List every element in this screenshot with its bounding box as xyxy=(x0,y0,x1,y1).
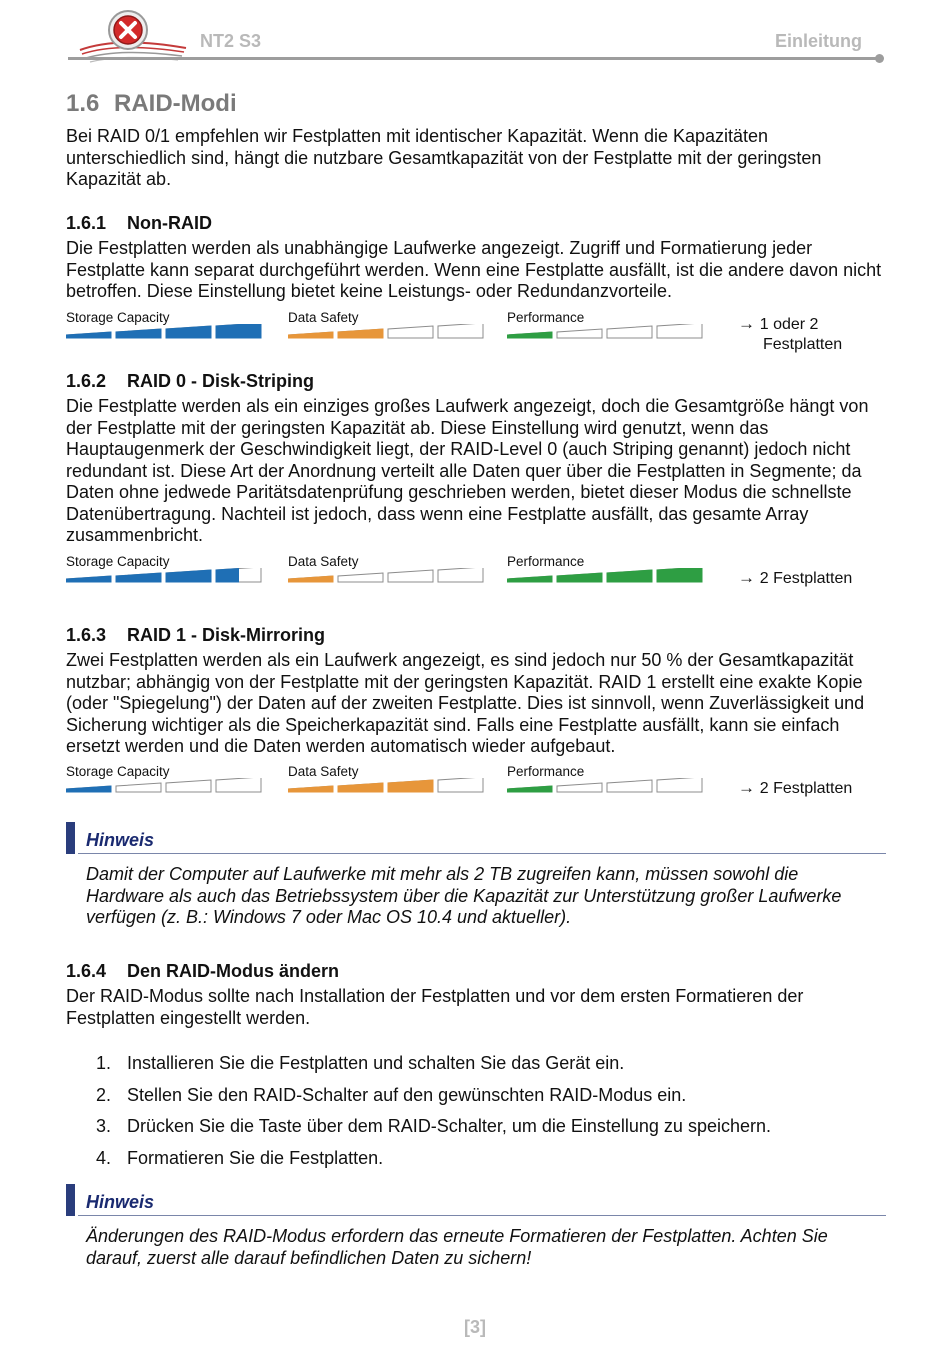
rating-segment-fill xyxy=(507,576,552,582)
rating-segment-fill xyxy=(388,780,433,792)
rating-segment-outline xyxy=(657,324,702,338)
rating-meter-segments xyxy=(507,568,707,584)
step-text: Formatieren Sie die Festplatten. xyxy=(127,1147,384,1168)
subsection-text-raid0: Die Festplatte werden als ein einziges großes Laufwerk angezeigt, doch die Gesamtgröße hängt von der Festplatte mit der geringsten Kapazität ab. Diese Einstellung wird genutzt, wenn das Hauptaugenmerk der Geschwindigkeit liegt, der RAID-Level 0 (auch Striping genannt) jedoch nicht redundant ist. Diese Art der Anordnung verteilt alle Daten quer über die Festplatten in Segmente; da Daten ohne jedwede Paritätsdatenprüfung geschrieben werden, bietet dieser Modus die schnellste Datenübertragung. Nachteil ist jedoch, dass wenn eine Festplatte ausfällt, das gesamte Array zusammenbricht. xyxy=(66,396,869,545)
header-product-name: NT2 S3 xyxy=(200,31,262,51)
rating-segment-fill xyxy=(216,324,261,338)
subsection-heading-change-mode xyxy=(66,961,339,982)
rating-segment-fill xyxy=(338,329,383,338)
rating-meter-segments xyxy=(66,568,266,584)
rating-segment-fill xyxy=(166,570,211,582)
rating-segment-fill xyxy=(607,570,652,582)
rating-segment-fill xyxy=(507,332,552,338)
subsection-text-raid1: Zwei Festplatten werden als ein Laufwerk angezeigt, es sind jedoch nur 50 % der Gesamtkapazität nutzbar; abhängig von der Festplatte mit der geringsten Kapazität. RAID 1 erstellt eine exakte Kopie (oder "Spiegelung") der Daten auf der zweiten Festplatte. Dies ist sinnvoll, wenn Zuverlässigkeit und Sicherung wichtiger als die Speicherkapazität sind. Falls eine Festplatte ausfällt, kann sie einfach ersetzt werden und die Daten werden automatisch wieder aufgebaut. xyxy=(66,650,865,756)
rating-segment-outline xyxy=(216,778,261,792)
rating-meter-performance xyxy=(507,554,707,588)
subsection-heading-non-raid xyxy=(66,213,212,234)
arrow-right-icon: → xyxy=(738,568,760,587)
step-number: 2. xyxy=(96,1084,112,1105)
page-number: [3] xyxy=(464,1317,486,1337)
step-number: 1. xyxy=(96,1053,112,1073)
subsection-number: 1.6.1 xyxy=(66,213,107,233)
rating-meter-segments xyxy=(507,778,707,794)
rating-segment-fill xyxy=(66,576,111,582)
rating-meter-segments xyxy=(507,324,707,340)
rating-segment-outline xyxy=(438,568,483,582)
list-item xyxy=(96,1085,771,1117)
rating-meter-label: Performance xyxy=(507,554,585,569)
rating-segment-fill xyxy=(288,332,333,338)
header-chapter-title: Einleitung xyxy=(775,31,862,51)
note-title: Hinweis xyxy=(86,830,155,850)
rating-meter-segments xyxy=(288,568,488,584)
list-item xyxy=(96,1148,771,1180)
note-text: Änderungen des RAID-Modus erfordern das erneute Formatieren der Festplatten. Achten Sie darauf, zuerst alle darauf befindlichen Daten zu sichern! xyxy=(86,1226,828,1268)
rating-segment-outline xyxy=(557,329,602,338)
steps-list xyxy=(96,1053,771,1179)
subsection-number: 1.6.4 xyxy=(66,961,107,981)
note-rule xyxy=(78,1215,886,1216)
rating-meter-label: Storage Capacity xyxy=(66,310,170,325)
subsection-heading-raid1 xyxy=(66,625,325,646)
drive-count-text: 2 Festplatten xyxy=(759,570,853,587)
rating-meter-storage xyxy=(66,554,266,588)
subsection-title: Den RAID-Modus ändern xyxy=(127,961,340,981)
note-rule xyxy=(78,853,886,854)
section-number: 1.6 xyxy=(66,90,100,117)
rating-segment-outline xyxy=(657,778,702,792)
rating-meter-label: Data Safety xyxy=(288,764,359,779)
rating-meter-storage xyxy=(66,764,266,798)
rating-meter-label: Data Safety xyxy=(288,554,359,569)
rating-meter-segments xyxy=(288,778,488,794)
drive-count xyxy=(738,778,852,799)
rating-row-raid1 xyxy=(0,764,950,808)
rating-meter-label: Data Safety xyxy=(288,310,359,325)
subsection-number: 1.6.3 xyxy=(66,625,107,645)
rating-meter-safety xyxy=(288,554,488,588)
arrow-right-icon: → xyxy=(738,778,760,797)
rating-meter-storage xyxy=(66,310,266,344)
header-rule xyxy=(68,57,878,60)
rating-segment-outline xyxy=(338,573,383,582)
drive-count xyxy=(738,314,842,355)
rating-row-non-raid xyxy=(0,310,950,354)
rating-meter-safety xyxy=(288,310,488,344)
rating-meter-label: Performance xyxy=(507,310,585,325)
rating-meter-performance xyxy=(507,764,707,798)
section-heading xyxy=(66,90,237,118)
drive-count xyxy=(738,568,852,589)
drive-count-text: 2 Festplatten xyxy=(759,780,853,797)
rating-meter-safety xyxy=(288,764,488,798)
subsection-number: 1.6.2 xyxy=(66,371,107,391)
rating-meter-segments xyxy=(288,324,488,340)
rating-segment-outline xyxy=(438,778,483,792)
rating-segment-fill xyxy=(66,786,111,792)
subsection-title: RAID 0 - Disk-Striping xyxy=(127,371,315,391)
rating-segment-outline xyxy=(607,326,652,338)
rating-meter-segments xyxy=(66,778,266,794)
rating-segment-outline xyxy=(607,780,652,792)
rating-segment-outline xyxy=(388,570,433,582)
rating-segment-outline xyxy=(557,783,602,792)
rating-meter-label: Performance xyxy=(507,764,585,779)
step-text: Installieren Sie die Festplatten und schalten Sie das Gerät ein. xyxy=(127,1053,625,1073)
subsection-heading-raid0 xyxy=(66,371,314,392)
rating-segment-fill xyxy=(166,326,211,338)
rating-segment-fill xyxy=(507,786,552,792)
note-text: Damit der Computer auf Laufwerke mit mehr als 2 TB zugreifen kann, müssen sowohl die Hardware als auch das Betriebssystem über die Kapazität zur Unterstützung großer Laufwerke verfügen (z. B.: Windows 7 oder Mac OS 10.4 und aktueller). xyxy=(86,864,842,927)
rating-row-raid0 xyxy=(0,554,950,598)
subsection-text-non-raid: Die Festplatten werden als unabhängige Laufwerke angezeigt. Zugriff und Formatierung jeder Festplatte kann separat durchgeführt werden. Wenn eine Festplatte ausfällt, ist die andere davon nicht betroffen. Diese Einstellung bietet keine Leistungs- oder Redundanzvorteile. xyxy=(66,238,882,301)
step-text: Drücken Sie die Taste über dem RAID-Schalter, um die Einstellung zu speichern. xyxy=(127,1116,771,1136)
rating-segment-fill xyxy=(116,573,161,582)
rating-segment-fill xyxy=(216,569,239,583)
note-title: Hinweis xyxy=(86,1192,155,1212)
rating-segment-outline xyxy=(438,324,483,338)
rating-meter-segments xyxy=(66,324,266,340)
rating-segment-fill xyxy=(288,576,333,582)
step-number: 4. xyxy=(96,1147,112,1168)
step-number: 3. xyxy=(96,1116,112,1136)
list-item xyxy=(96,1053,771,1085)
subsection-title: RAID 1 - Disk-Mirroring xyxy=(127,625,326,645)
rating-meter-label: Storage Capacity xyxy=(66,764,170,779)
section-intro: Bei RAID 0/1 empfehlen wir Festplatten mit identischer Kapazität. Wenn die Kapazitäten unterschiedlich sind, hängt die nutzbare Gesamtkapazität von der Festplatte mit der geringsten Kapazität ab. xyxy=(66,126,822,189)
rating-segment-outline xyxy=(166,780,211,792)
rating-segment-fill xyxy=(66,332,111,338)
rating-segment-outline xyxy=(388,326,433,338)
arrow-right-icon: → xyxy=(738,314,760,333)
note-accent-bar xyxy=(66,822,75,854)
rating-meter-label: Storage Capacity xyxy=(66,554,170,569)
step-text: Stellen Sie den RAID-Schalter auf den gewünschten RAID-Modus ein. xyxy=(127,1084,687,1105)
rating-segment-fill xyxy=(288,786,333,792)
subsection-title: Non-RAID xyxy=(127,213,212,233)
rating-segment-fill xyxy=(116,329,161,338)
rating-segment-fill xyxy=(557,573,602,582)
drive-count-text: 1 oder 2 xyxy=(759,316,819,333)
rating-meter-performance xyxy=(507,310,707,344)
section-title: RAID-Modi xyxy=(114,90,237,117)
header-rule-dot xyxy=(875,54,884,63)
drive-count-text: Festplatten xyxy=(763,336,843,353)
rating-segment-fill xyxy=(338,783,383,792)
rating-segment-outline xyxy=(116,783,161,792)
list-item xyxy=(96,1116,771,1148)
rating-segment-fill xyxy=(657,568,702,582)
note-accent-bar xyxy=(66,1184,75,1216)
subsection-text-change-mode: Der RAID-Modus sollte nach Installation der Festplatten und vor dem ersten Formatieren der Festplatten eingestellt werden. xyxy=(66,986,804,1028)
